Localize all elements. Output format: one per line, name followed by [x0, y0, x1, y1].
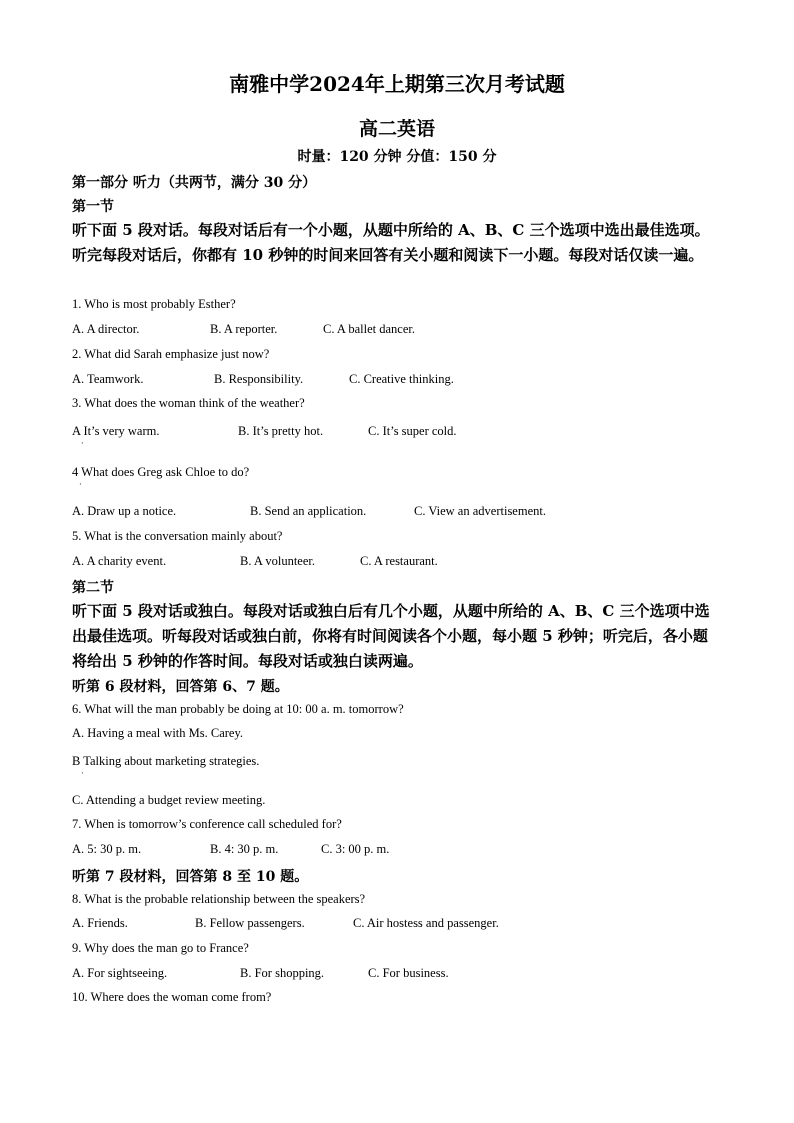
question-6-stem: 6. What will the man probably be doing at 10: 00 a. m. tomorrow? — [72, 702, 404, 716]
question-7-stem: 7. When is tomorrow’s conference call scheduled for? — [72, 817, 342, 831]
question-1-stem: 1. Who is most probably Esther? — [72, 297, 236, 311]
question-9-option-a: A. For sightseeing. — [72, 966, 168, 980]
exam-title: 南雅中学2024年上期第三次月考试题 — [229, 72, 565, 96]
question-2-stem: 2. What did Sarah emphasize just now? — [72, 347, 270, 361]
stray-dot-mark: · — [81, 769, 84, 779]
exam-meta: 时量：120 分钟 分值：150 分 — [297, 149, 497, 165]
question-5-option-c: C. A restaurant. — [360, 554, 438, 568]
question-4-option-c: C. View an advertisement. — [414, 504, 546, 518]
section1-instructions: 听下面 5 段对话。每段对话后有一个小题，从题中所给的 A、B、C 三个选项中选出最佳选项。听完每段对话后，你都有 10 秒钟的时间来回答有关小题和阅读下一小题。每段对话仅读一遍。 — [72, 221, 710, 264]
question-5-option-b: B. A volunteer. — [240, 554, 315, 568]
question-3-option-c: C. It’s super cold. — [368, 424, 457, 438]
question-1-option-b: B. A reporter. — [210, 322, 278, 336]
question-7-option-a: A. 5: 30 p. m. — [72, 842, 142, 856]
question-2-option-c: C. Creative thinking. — [349, 372, 454, 386]
question-7-option-c: C. 3: 00 p. m. — [321, 842, 390, 856]
question-4-stem: 4 What does Greg ask Chloe to do? — [72, 465, 250, 479]
stray-dot-mark: · — [79, 480, 82, 490]
question-2-option-a: A. Teamwork. — [72, 372, 144, 386]
part1-heading: 第一部分 听力（共两节，满分 30 分） — [72, 175, 317, 191]
question-5-stem: 5. What is the conversation mainly about? — [72, 529, 283, 543]
question-3-option-b: B. It’s pretty hot. — [238, 424, 324, 438]
question-7-option-b: B. 4: 30 p. m. — [210, 842, 279, 856]
question-4-option-b: B. Send an application. — [250, 504, 367, 518]
question-10-stem: 10. Where does the woman come from? — [72, 990, 272, 1004]
section2-instructions: 听下面 5 段对话或独白。每段对话或独白后有几个小题，从题中所给的 A、B、C 三个选项中选出最佳选项。听每段对话或独白前，你将有时间阅读各个小题，每小题 5 秒钟；听完后，各小题将给出 5 秒钟的作答时间。每段对话或独白读两遍。 — [72, 602, 710, 670]
question-9-stem: 9. Why does the man go to France? — [72, 941, 249, 955]
question-3-stem: 3. What does the woman think of the weather? — [72, 396, 305, 410]
question-9-option-c: C. For business. — [368, 966, 449, 980]
question-9-option-b: B. For shopping. — [240, 966, 325, 980]
exam-subject: 高二英语 — [358, 118, 435, 140]
question-2-option-b: B. Responsibility. — [214, 372, 304, 386]
question-1-option-a: A. A director. — [72, 322, 140, 336]
question-8-stem: 8. What is the probable relationship between the speakers? — [72, 892, 366, 906]
section2-heading: 第二节 — [72, 580, 114, 596]
section1-heading: 第一节 — [72, 199, 114, 215]
question-6-option-b: B Talking about marketing strategies. — [72, 754, 260, 768]
question-8-option-c: C. Air hostess and passenger. — [353, 916, 499, 930]
question-3-option-a: A It’s very warm. — [72, 424, 160, 438]
question-1-option-c: C. A ballet dancer. — [323, 322, 415, 336]
stray-dot-mark: · — [81, 439, 84, 449]
question-8-option-a: A. Friends. — [72, 916, 128, 930]
question-4-option-a: A. Draw up a notice. — [72, 504, 177, 518]
material-6-heading: 听第 6 段材料，回答第 6、7 题。 — [72, 679, 289, 695]
material-7-heading: 听第 7 段材料，回答第 8 至 10 题。 — [72, 869, 309, 885]
question-6-option-a: A. Having a meal with Ms. Carey. — [72, 726, 244, 740]
question-8-option-b: B. Fellow passengers. — [195, 916, 305, 930]
question-6-option-c: C. Attending a budget review meeting. — [72, 793, 266, 807]
question-5-option-a: A. A charity event. — [72, 554, 167, 568]
